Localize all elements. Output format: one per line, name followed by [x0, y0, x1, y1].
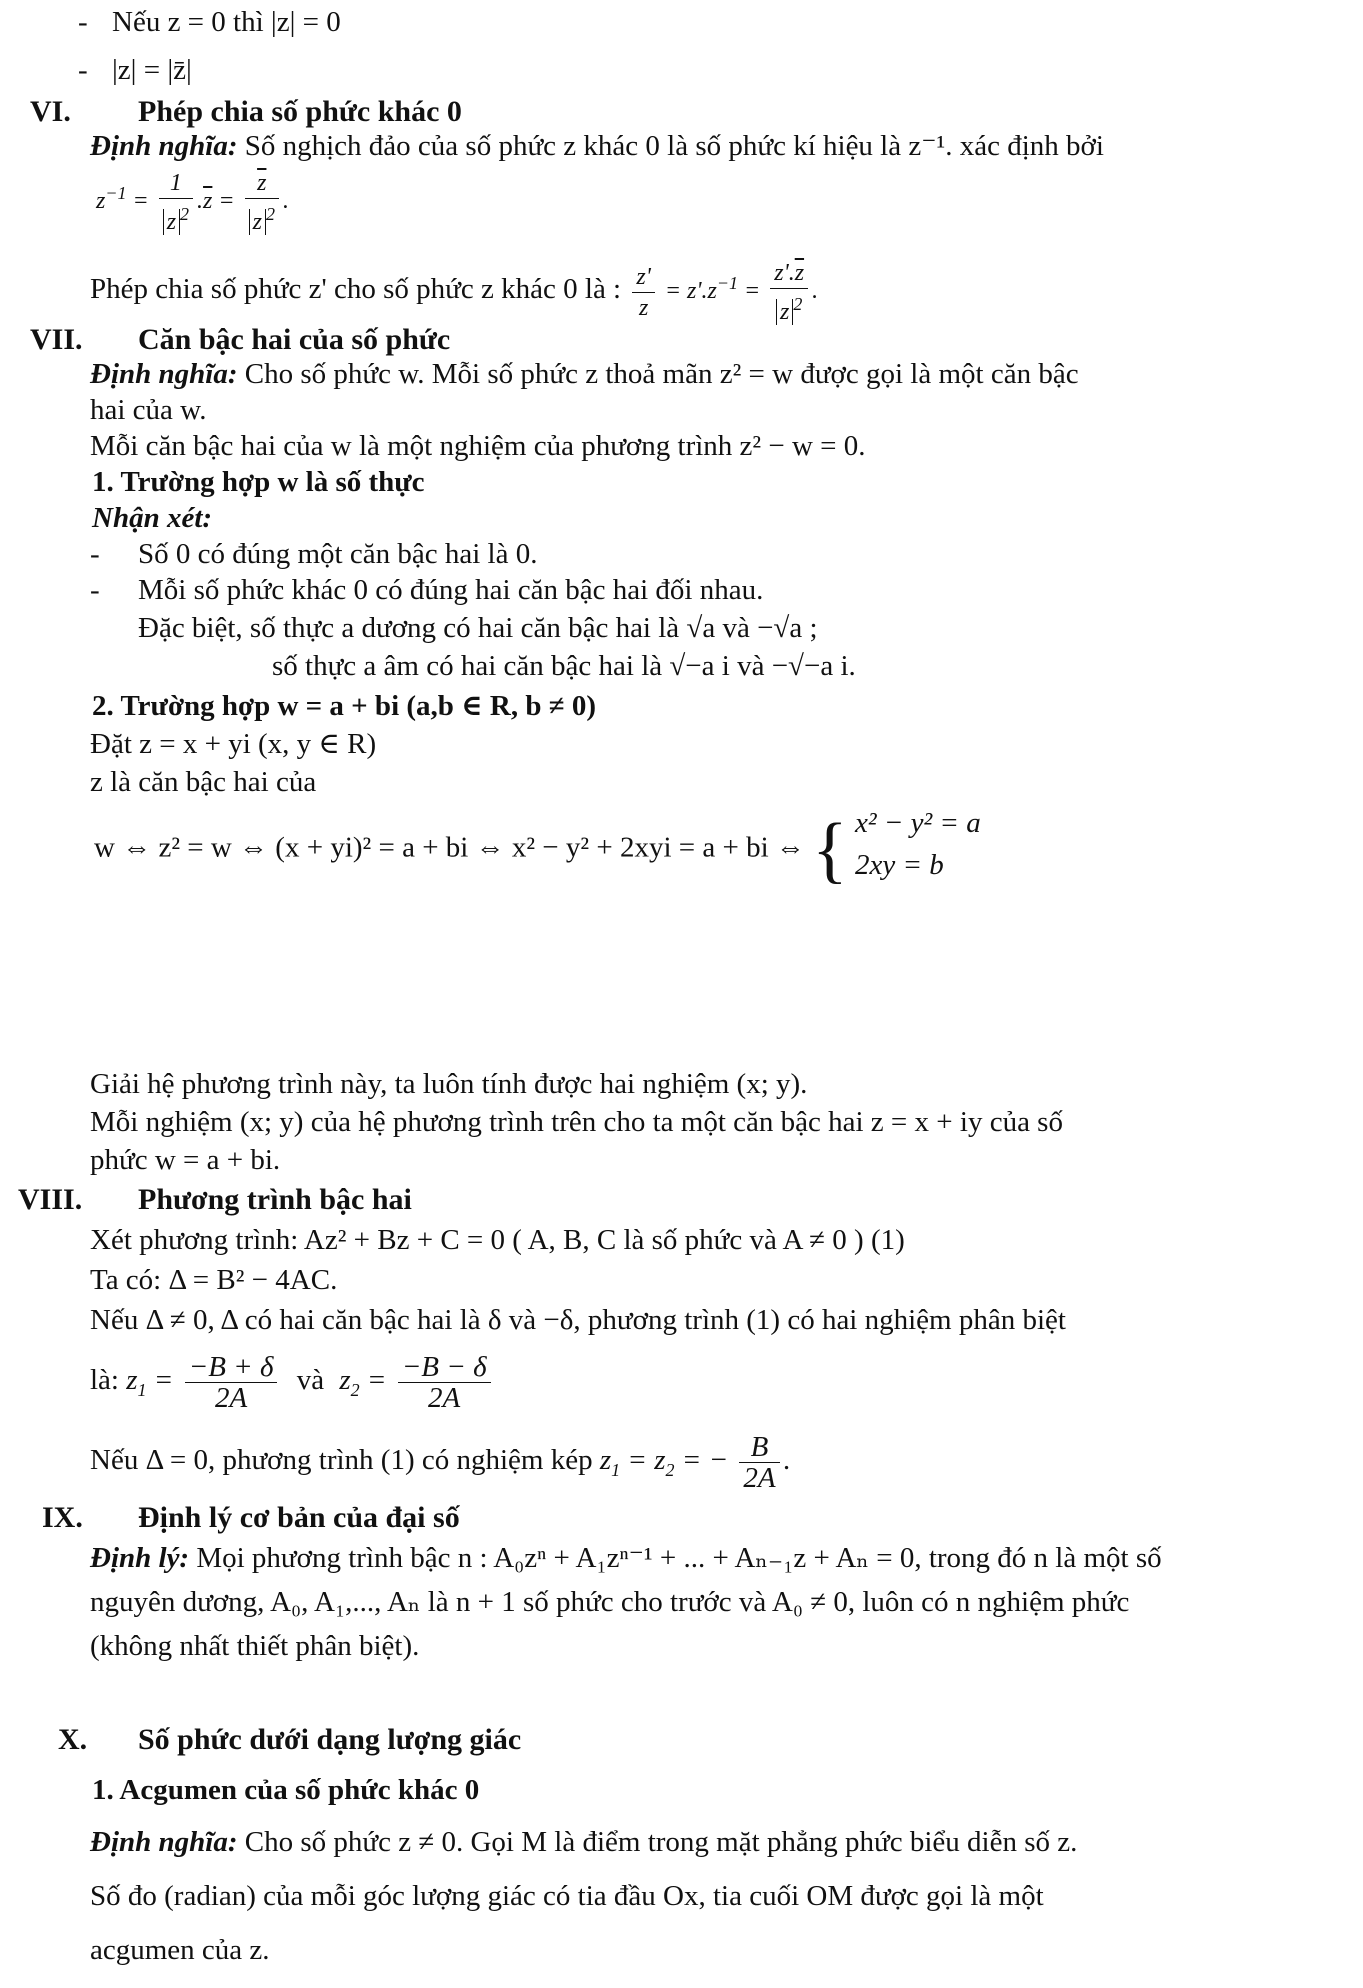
section-8-number: VIII.	[18, 1183, 83, 1216]
bullet-dash: -	[90, 574, 100, 606]
discriminant-line: Ta có: Δ = B² − 4AC.	[90, 1264, 338, 1296]
modulus-zero-line: Nếu z = 0 thì |z| = 0	[112, 6, 341, 38]
solve-line: Giải hệ phương trình này, ta luôn tính được hai nghiệm (x; y).	[90, 1068, 808, 1100]
section-8-title: Phương trình bậc hai	[138, 1183, 412, 1216]
definition-text: Cho số phức w. Mỗi số phức z thoả mãn z² = w được gọi là một căn bậc	[244, 358, 1079, 390]
section-9-number: IX.	[42, 1501, 83, 1534]
definition-text: Cho số phức z ≠ 0. Gọi M là điểm trong mặt phẳng phức biểu diễn số z.	[244, 1826, 1078, 1858]
section-6-title: Phép chia số phức khác 0	[138, 95, 462, 128]
nonzero-discriminant-line: Nếu Δ ≠ 0, Δ có hai căn bậc hai là δ và −δ, phương trình (1) có hai nghiệm phân biệt	[90, 1304, 1066, 1336]
section-7-title: Căn bậc hai của số phức	[138, 323, 451, 356]
theorem-text: Mọi phương trình bậc n : A₀zⁿ + A₁zⁿ⁻¹ + ... + Aₙ₋₁z + Aₙ = 0, trong đó n là một số	[196, 1542, 1162, 1574]
z-square-root-line: z là căn bậc hai của	[90, 766, 317, 798]
double-root-formula: $z_1 = z_2$ = − $\frac{B}{2A}$ .	[599, 1431, 791, 1494]
bullet-dash: -	[78, 6, 88, 38]
system-brace: {	[812, 809, 848, 891]
definition-label: Định nghĩa:	[90, 358, 238, 390]
system-eq-1: x² − y² = a	[854, 807, 981, 839]
section-10-number: X.	[58, 1723, 88, 1756]
section-9-title: Định lý cơ bản của đại số	[138, 1501, 460, 1534]
definition-label: Định nghĩa:	[90, 130, 238, 162]
section-10-subheading: 1. Acgumen của số phức khác 0	[92, 1774, 480, 1806]
inverse-formula: $z^{-1}$ = $\frac{1}{z ^2}$ $.\overline{z}$ = $\frac{\overline{z}}{z ^2}$ .	[96, 170, 289, 235]
argument-line-2: Số đo (radian) của mỗi góc lượng giác có tia đầu Ox, tia cuối OM được gọi là một	[90, 1880, 1044, 1912]
section-10-title: Số phức dưới dạng lượng giác	[138, 1723, 522, 1756]
bullet-dash: -	[90, 538, 100, 570]
set-z-line: Đặt z = x + yi (x, y ∈ R)	[90, 728, 377, 760]
remark-3: Đặc biệt, số thực a dương có hai căn bậc hai là √a và −√a ;	[138, 612, 818, 644]
expansion-equation	[94, 808, 981, 892]
modulus-conjugate-line: |z| = |z̄|	[112, 54, 192, 86]
section-6-number: VI.	[30, 95, 71, 128]
case-1-heading: 1. Trường hợp w là số thực	[92, 466, 425, 498]
quadratic-equation-line: Xét phương trình: Az² + Bz + C = 0 ( A, B, C là số phức và A ≠ 0 ) (1)	[90, 1224, 905, 1256]
definition-continuation: hai của w.	[90, 394, 207, 426]
roots-label: là:	[90, 1364, 119, 1397]
double-root-line	[90, 1432, 791, 1493]
theorem-label: Định lý:	[90, 1542, 190, 1574]
root-2-formula: $z_2$ = $\frac{-B - \delta}{2A}$	[339, 1364, 494, 1396]
each-solution-line-2: phức w = a + bi.	[90, 1144, 281, 1176]
division-text: Phép chia số phức z' cho số phức z khác 0 là :	[90, 273, 622, 306]
division-formula: $\frac{z'}{z}$ = $z'.z^{-1}$ = $\frac{z'.\overline{z}}{z ^2}$ .	[628, 278, 818, 304]
division-line	[90, 258, 818, 327]
double-root-text: Nếu Δ = 0, phương trình (1) có nghiệm kép	[90, 1444, 593, 1477]
and-word: và	[296, 1364, 325, 1397]
section-7-number: VII.	[30, 323, 83, 356]
theorem-line-3: (không nhất thiết phân biệt).	[90, 1630, 420, 1662]
roots-line	[90, 1352, 495, 1413]
bullet-dash: -	[78, 54, 88, 86]
root-1-formula: $z_1$ = $\frac{-B + \delta}{2A}$	[126, 1364, 281, 1396]
remark-2: Mỗi số phức khác 0 có đúng hai căn bậc hai đối nhau.	[138, 574, 764, 606]
square-root-equation-line: Mỗi căn bậc hai của w là một nghiệm của phương trình z² − w = 0.	[90, 430, 866, 462]
each-solution-line-1: Mỗi nghiệm (x; y) của hệ phương trình trên cho ta một căn bậc hai z = x + iy của số	[90, 1106, 1063, 1138]
remark-1: Số 0 có đúng một căn bậc hai là 0.	[138, 538, 538, 570]
remark-4: số thực a âm có hai căn bậc hai là √−a i và −√−a i.	[272, 650, 856, 682]
definition-label: Định nghĩa:	[90, 1826, 238, 1858]
theorem-line-1	[90, 1540, 1162, 1576]
system-eq-2: 2xy = b	[854, 849, 944, 881]
equation-system	[855, 802, 981, 886]
section-7-definition	[90, 356, 1079, 392]
argument-line-3: acgumen của z.	[90, 1934, 270, 1966]
case-2-heading: 2. Trường hợp w = a + bi (a,b ∈ R, b ≠ 0)	[92, 690, 597, 722]
section-6-definition	[90, 128, 1104, 164]
definition-text: Số nghịch đảo của số phức z khác 0 là số phức kí hiệu là z⁻¹. xác định bởi	[244, 130, 1104, 162]
section-10-definition	[90, 1824, 1077, 1860]
expansion-chain: w ⇔ z² = w ⇔ (x + yi)² = a + bi ⇔ x² − y² + 2xyi = a + bi ⇔	[94, 831, 805, 864]
remark-label: Nhận xét:	[92, 502, 213, 534]
theorem-line-2: nguyên dương, A₀, A₁,..., Aₙ là n + 1 số phức cho trước và A₀ ≠ 0, luôn có n nghiệm phức	[90, 1586, 1130, 1618]
